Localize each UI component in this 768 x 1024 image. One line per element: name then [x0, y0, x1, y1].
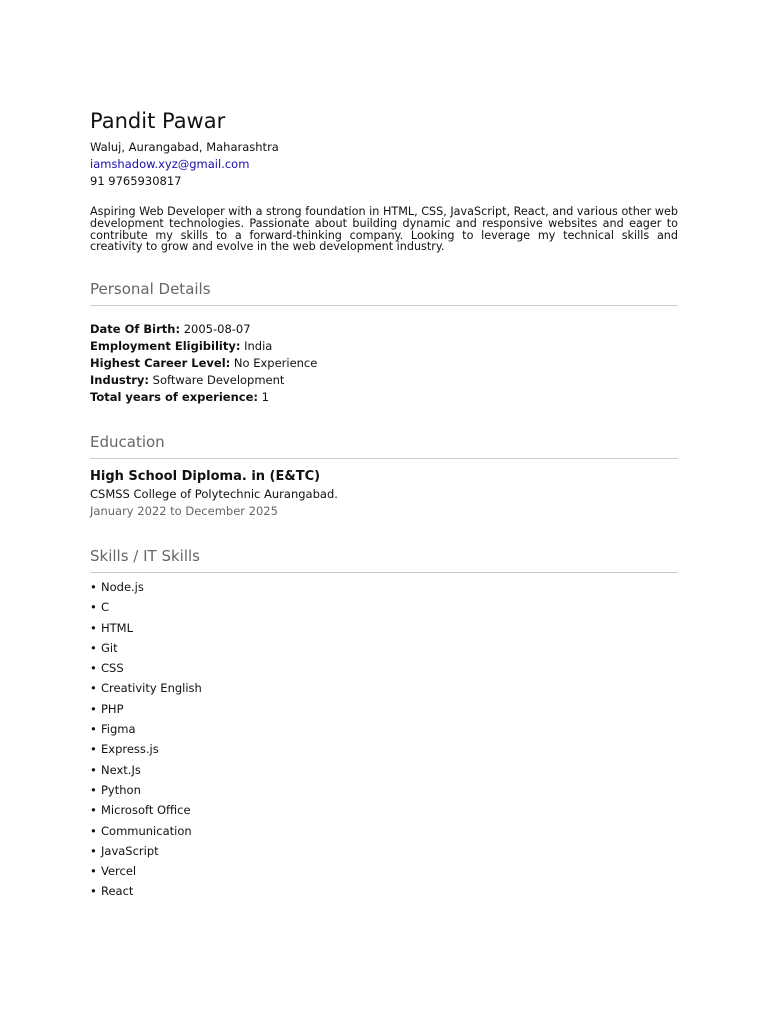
bullet-icon: •	[90, 620, 97, 635]
skill-label: PHP	[101, 701, 124, 716]
detail-label: Industry:	[90, 373, 149, 387]
skill-item	[90, 580, 202, 600]
skill-label: CSS	[101, 661, 124, 676]
detail-industry	[90, 373, 284, 388]
skill-label: Communication	[101, 823, 192, 838]
skill-item	[90, 864, 202, 884]
detail-date-of-birth	[90, 322, 251, 337]
section-title-skills: Skills / IT Skills	[90, 547, 200, 565]
detail-value: 1	[261, 390, 269, 404]
bullet-icon: •	[90, 742, 97, 757]
skill-item	[90, 783, 202, 803]
skill-item	[90, 600, 202, 620]
skills-list	[90, 580, 202, 905]
detail-value: 2005-08-07	[183, 322, 251, 336]
detail-label: Total years of experience:	[90, 390, 258, 404]
skill-item	[90, 661, 202, 681]
skill-item	[90, 803, 202, 823]
skill-item	[90, 824, 202, 844]
skill-item	[90, 884, 202, 904]
skill-item	[90, 844, 202, 864]
address-text: Waluj, Aurangabad, Maharashtra	[90, 140, 279, 154]
skill-label: Python	[101, 782, 141, 797]
section-divider	[90, 458, 678, 459]
detail-highest-career-level	[90, 356, 317, 371]
skill-label: HTML	[101, 620, 134, 635]
skill-item	[90, 681, 202, 701]
skill-label: React	[101, 884, 134, 899]
education-college: CSMSS College of Polytechnic Aurangabad.	[90, 487, 338, 501]
bullet-icon: •	[90, 823, 97, 838]
skill-label: JavaScript	[101, 843, 159, 858]
email-link[interactable]: iamshadow.xyz@gmail.com	[90, 157, 250, 171]
detail-total-years-experience	[90, 390, 269, 405]
skill-label: Express.js	[101, 742, 159, 757]
bullet-icon: •	[90, 661, 97, 676]
detail-label: Employment Eligibility:	[90, 339, 241, 353]
bullet-icon: •	[90, 843, 97, 858]
education-dates: January 2022 to December 2025	[90, 504, 278, 518]
skill-label: Vercel	[101, 864, 137, 879]
skill-item	[90, 722, 202, 742]
skill-item	[90, 742, 202, 762]
skill-label: Figma	[101, 722, 136, 737]
detail-value: India	[244, 339, 273, 353]
skill-label: Node.js	[101, 580, 144, 594]
skill-item	[90, 621, 202, 641]
skill-label: Git	[101, 640, 118, 655]
bullet-icon: •	[90, 722, 97, 737]
skill-item	[90, 641, 202, 661]
detail-employment-eligibility	[90, 339, 272, 354]
section-title-personal-details: Personal Details	[90, 280, 211, 298]
phone-text: 91 9765930817	[90, 174, 182, 188]
bullet-icon: •	[90, 782, 97, 797]
bullet-icon: •	[90, 701, 97, 716]
bullet-icon: •	[90, 600, 97, 615]
skill-label: Creativity English	[101, 681, 202, 696]
detail-label: Highest Career Level:	[90, 356, 231, 370]
bullet-icon: •	[90, 864, 97, 879]
detail-value: Software Development	[152, 373, 285, 387]
bullet-icon: •	[90, 803, 97, 818]
section-title-education: Education	[90, 433, 165, 451]
bullet-icon: •	[90, 884, 97, 899]
education-degree: High School Diploma. in (E&TC)	[90, 469, 321, 484]
summary-paragraph: Aspiring Web Developer with a strong foundation in HTML, CSS, JavaScript, React, and various other web development technologies. Passionate about building dynamic and responsive websites and eager to contribute my skills to a forward-thinking company. Looking to leverage my technical skills and creativity to grow and evolve in the web development industry.	[90, 205, 678, 254]
skill-label: C	[101, 600, 110, 615]
section-divider	[90, 305, 678, 306]
candidate-name: Pandit Pawar	[90, 109, 226, 133]
skill-label: Next.Js	[101, 762, 141, 777]
bullet-icon: •	[90, 580, 97, 594]
bullet-icon: •	[90, 681, 97, 696]
skill-label: Microsoft Office	[101, 803, 191, 818]
detail-value: No Experience	[233, 356, 318, 370]
detail-label: Date Of Birth:	[90, 322, 181, 336]
bullet-icon: •	[90, 762, 97, 777]
section-divider	[90, 572, 678, 573]
skill-item	[90, 763, 202, 783]
skill-item	[90, 702, 202, 722]
bullet-icon: •	[90, 640, 97, 655]
